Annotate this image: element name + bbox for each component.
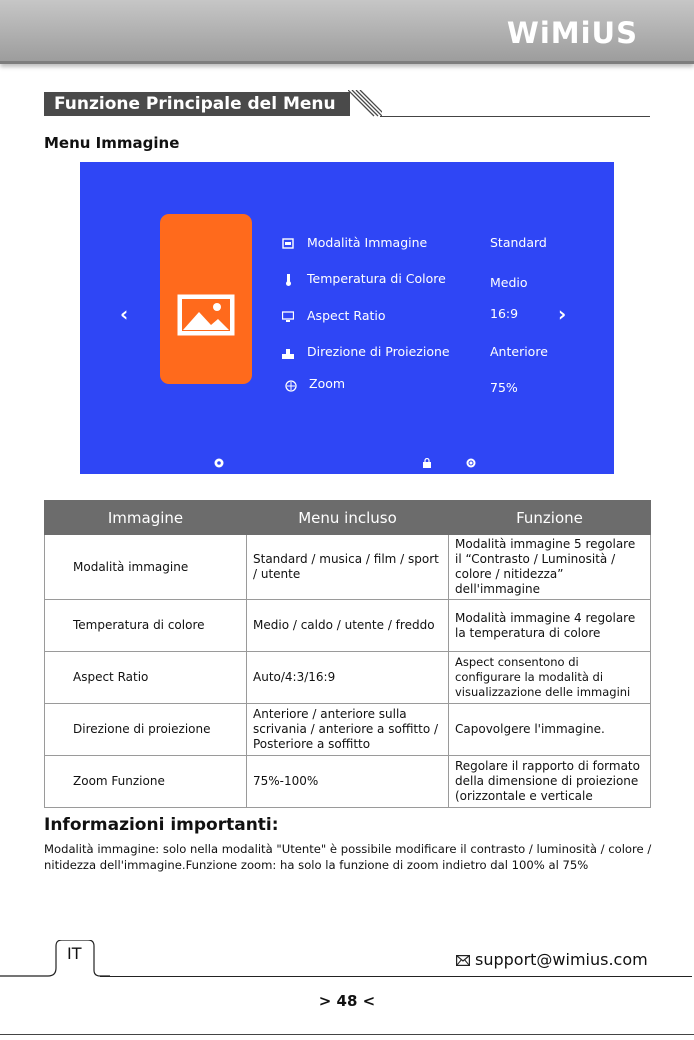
- table-cell: Standard / musica / film / sport / utente: [247, 535, 449, 600]
- power-icon[interactable]: [466, 458, 476, 468]
- table-cell: Modalità immagine 4 regolare la temperatura di colore: [449, 600, 651, 652]
- menu-row-label: Aspect Ratio: [307, 308, 386, 323]
- picture-icon: [177, 294, 235, 336]
- table-row: [45, 600, 651, 652]
- table-cell: Temperatura di colore: [45, 600, 247, 652]
- table-cell: Regolare il rapporto di formato della dimensione di proiezione (orizzontale e verticale: [449, 756, 651, 808]
- brand-logo: WiMiUS: [506, 16, 638, 50]
- table-cell: Aspect Ratio: [45, 652, 247, 704]
- menu-row-aspect-ratio[interactable]: [282, 308, 582, 328]
- menu-row-color-temperature[interactable]: [282, 271, 582, 291]
- section-rule: [380, 116, 650, 117]
- table-cell: Direzione di proiezione: [45, 704, 247, 756]
- table-header: Funzione: [449, 501, 651, 535]
- language-tab: [0, 940, 110, 980]
- bottom-rule: [0, 1034, 694, 1035]
- table-cell: Capovolgere l'immagine.: [449, 704, 651, 756]
- menu-row-zoom[interactable]: [282, 376, 582, 396]
- menu-row-value: Standard: [490, 235, 547, 250]
- aspect-ratio-icon: [282, 311, 294, 323]
- menu-row-label: Modalità Immagine: [307, 235, 428, 250]
- table-cell: Zoom Funzione: [45, 756, 247, 808]
- table-cell: Modalità immagine 5 regolare il “Contrasto / Luminosità / colore / nitidezza” dell'immagine: [449, 535, 651, 600]
- menu-row-value: 16:9: [490, 306, 519, 321]
- image-card: [160, 214, 252, 384]
- table-header: Menu incluso: [247, 501, 449, 535]
- subtitle: Menu Immagine: [44, 134, 180, 152]
- table-cell: Modalità immagine: [45, 535, 247, 600]
- menu-row-value: Anteriore: [490, 344, 548, 359]
- lock-icon[interactable]: [422, 458, 432, 468]
- section-title: Funzione Principale del Menu: [44, 92, 350, 116]
- table-row: [45, 535, 651, 600]
- language-label: IT: [67, 944, 82, 963]
- thermometer-icon: [282, 274, 294, 286]
- table-cell: 75%-100%: [247, 756, 449, 808]
- menu-row-label: Zoom: [309, 376, 346, 391]
- info-heading: Informazioni importanti:: [44, 815, 279, 835]
- menu-row-picture-mode[interactable]: [282, 235, 582, 255]
- table-cell: Auto/4:3/16:9: [247, 652, 449, 704]
- menu-row-projection-direction[interactable]: [282, 344, 582, 364]
- envelope-icon: [456, 955, 470, 966]
- table-row: [45, 704, 651, 756]
- menu-row-value: Medio: [490, 275, 528, 290]
- table-cell: Anteriore / anteriore sulla scrivania / anteriore a soffitto / Posteriore a soffitto: [247, 704, 449, 756]
- title-stripes-decoration: [348, 90, 382, 118]
- support-email[interactable]: support@wimius.com: [475, 950, 648, 969]
- page-number: > 48 <: [318, 992, 376, 1010]
- feature-table: [44, 500, 651, 808]
- left-arrow-icon[interactable]: ‹: [120, 302, 129, 326]
- menu-row-label: Temperatura di Colore: [307, 271, 446, 286]
- table-row: [45, 652, 651, 704]
- gear-icon[interactable]: [214, 458, 224, 468]
- table-cell: Aspect consentono di configurare la modalità di visualizzazione delle immagini: [449, 652, 651, 704]
- menu-screenshot: [80, 162, 614, 474]
- table-row: [45, 756, 651, 808]
- projector-icon: [282, 347, 294, 359]
- info-text: Modalità immagine: solo nella modalità "Utente" è possibile modificare il contrasto / luminosità / colore / nitidezza dell'immagine.Funzione zoom: ha solo la funzione di zoom indietro dal 100% al 75%: [44, 842, 652, 872]
- zoom-icon: [285, 380, 297, 392]
- table-cell: Medio / caldo / utente / freddo: [247, 600, 449, 652]
- footer-rule: [100, 976, 692, 977]
- support-contact: [456, 950, 648, 969]
- picture-mode-icon: [282, 238, 294, 250]
- header-bar: [0, 0, 694, 64]
- menu-row-value: 75%: [490, 380, 518, 395]
- menu-row-label: Direzione di Proiezione: [307, 344, 450, 359]
- right-arrow-icon[interactable]: ›: [558, 302, 567, 326]
- table-header: Immagine: [45, 501, 247, 535]
